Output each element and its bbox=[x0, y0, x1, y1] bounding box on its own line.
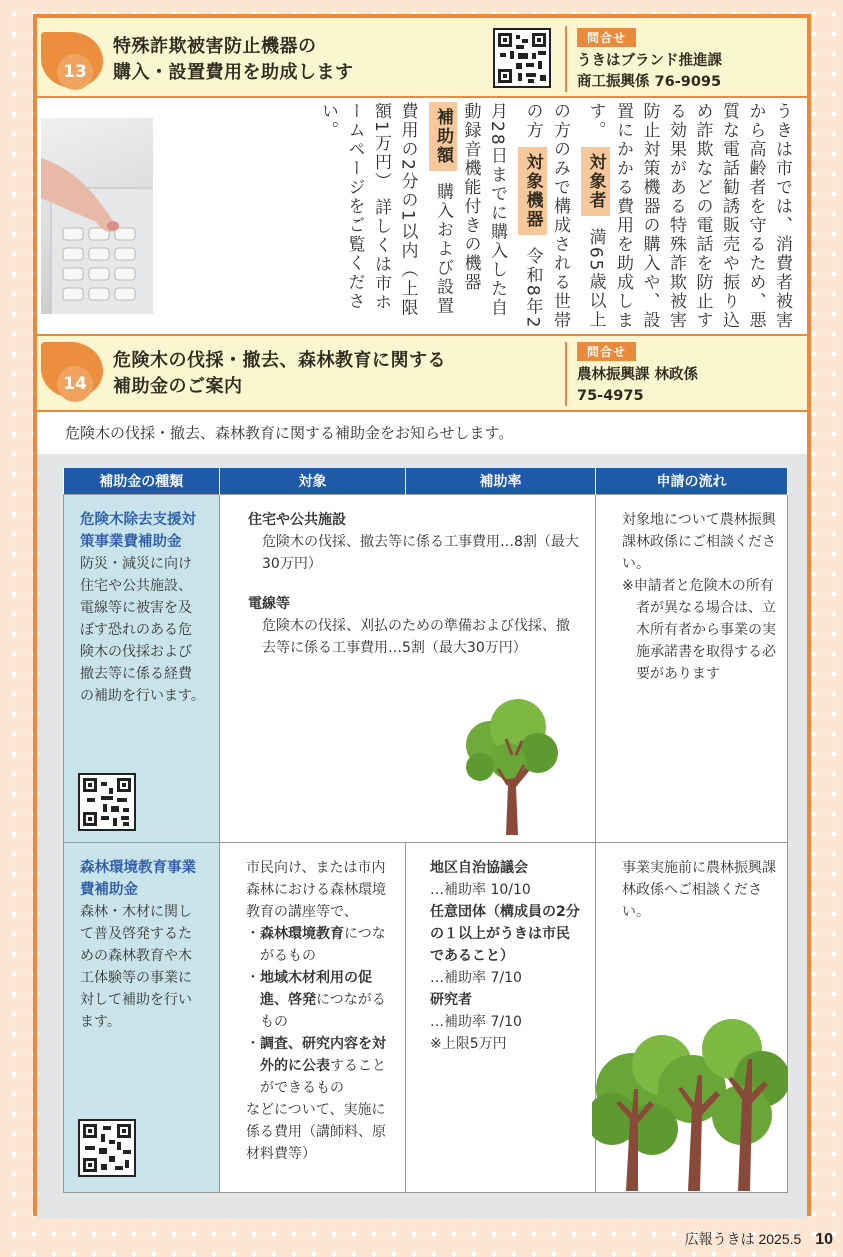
target-text: 満65歳以上の方のみで構成される世帯の方 bbox=[522, 102, 606, 330]
qr-code-icon[interactable] bbox=[493, 28, 551, 88]
section14-title: 危険木の伐採・撤去、森林教育に関する 補助金のご案内 bbox=[113, 350, 446, 397]
row2-rate3-val: …補助率 7/10 bbox=[430, 1013, 522, 1030]
row1-flow: 対象地について農林振興課林政係にご相談ください。 bbox=[622, 511, 776, 572]
row2-rate1-val: …補助率 10/10 bbox=[430, 881, 531, 898]
row2-flow-cell bbox=[596, 842, 788, 1192]
issue-date: 2025.5 bbox=[758, 1231, 802, 1247]
row2-bullet2: ・地域木材利用の促進、啓発につながるもの bbox=[246, 969, 386, 1030]
inquiry-tag: 問合せ bbox=[577, 342, 636, 361]
table-row bbox=[64, 842, 788, 1192]
row1-target1-text: 危険木の伐採、撤去等に係る工事費用…8割（最大30万円） bbox=[262, 533, 579, 572]
row2-type-desc: 森林・木材に関して普及啓発するための森林教育や木工体験等の事業に対して補助を行います。 bbox=[80, 903, 192, 1030]
col-header-target: 対象 bbox=[220, 468, 406, 494]
section13-body bbox=[169, 102, 795, 330]
section13-header bbox=[37, 18, 807, 98]
telephone-photo bbox=[41, 118, 153, 314]
amount-label: 補助額 bbox=[429, 102, 458, 171]
inquiry-divider bbox=[565, 342, 567, 406]
section14-intro: 危険木の伐採・撤去、森林教育に関する補助金をお知らせします。 bbox=[65, 424, 514, 442]
row1-target1-head: 住宅や公共施設 bbox=[248, 511, 346, 528]
tree-illustration bbox=[460, 695, 560, 835]
row1-flow-cell bbox=[596, 494, 788, 842]
row1-flow-note: ※申請者と危険木の所有者が異なる場合は、立木所有者から事業の実施承諾書を取得する必要があります bbox=[622, 577, 776, 682]
row1-target-cell bbox=[220, 494, 596, 842]
publication-name: 広報うきは bbox=[684, 1231, 755, 1247]
row2-rate-note: ※上限5万円 bbox=[430, 1035, 507, 1052]
qr-code-icon[interactable] bbox=[78, 1119, 136, 1177]
target-label: 対象者 bbox=[581, 147, 610, 216]
row2-type-cell bbox=[64, 842, 220, 1192]
row2-bullet3: ・調査、研究内容を対外的に公表することができるもの bbox=[246, 1035, 386, 1096]
section13-intro: うきは市では、消費者被害から高齢者を守るため、悪質な電話勧誘販売や振り込め詐欺などの電話を防止する効果がある特殊詐欺被害防止対策機器の購入や、設置にかかる費用を助成します。 bbox=[585, 102, 792, 330]
section13-inquiry: うきはブランド推進課 商工振興係 76-9095 bbox=[577, 53, 722, 90]
amount-text: 購入および設置費用の2分の1以内（上限額1万円） bbox=[371, 102, 453, 318]
col-header-rate: 補助率 bbox=[406, 468, 596, 494]
closing-text: 詳しくは市ホームページをご覧ください。 bbox=[318, 102, 391, 313]
table-row bbox=[64, 494, 788, 842]
col-header-type: 補助金の種類 bbox=[64, 468, 220, 494]
row2-rate3-head: 研究者 bbox=[430, 991, 472, 1008]
qr-code-icon[interactable] bbox=[78, 773, 136, 831]
row2-rate2-val: …補助率 7/10 bbox=[430, 969, 522, 986]
device-label: 対象機器 bbox=[518, 147, 547, 235]
section14-number: 14 bbox=[57, 366, 93, 402]
section14-inquiry: 農林振興課 林政係 75-4975 bbox=[577, 367, 699, 404]
page-footer bbox=[685, 1229, 833, 1249]
inquiry-tag: 問合せ bbox=[577, 28, 636, 47]
row2-bullet1: ・森林環境教育につながるもの bbox=[246, 925, 386, 964]
section14-header bbox=[37, 334, 807, 412]
page-number: 10 bbox=[815, 1231, 833, 1248]
col-header-flow: 申請の流れ bbox=[596, 468, 788, 494]
row2-target-intro: 市民向け、または市内森林における森林環境教育の講座等で、 bbox=[246, 859, 386, 920]
row1-type-cell bbox=[64, 494, 220, 842]
row2-type-name: 森林環境教育事業費補助金 bbox=[80, 859, 196, 898]
subsidy-table bbox=[63, 468, 788, 1193]
row1-target2-text: 危険木の伐採、刈払のための準備および伐採、撤去等に係る工事費用…5割（最大30万円） bbox=[262, 617, 570, 656]
row2-rate-cell bbox=[406, 842, 596, 1192]
row2-rate1-head: 地区自治協議会 bbox=[430, 859, 528, 876]
row1-type-name: 危険木除去支援対策事業費補助金 bbox=[80, 511, 196, 550]
row1-type-desc: 防災・減災に向け住宅や公共施設、電線等に被害を及ぼす恐れのある危険木の伐採および撤去等に係る経費の補助を行います。 bbox=[80, 555, 205, 704]
row2-rate2-head: 任意団体（構成員の2分の１以上がうきは市民であること） bbox=[430, 903, 580, 964]
section13-number: 13 bbox=[57, 54, 93, 90]
row2-target-outro: などについて、実施に係る費用（講師料、原材料費等） bbox=[246, 1101, 386, 1162]
device-text: 令和8年2月28日までに購入した自動録音機能付きの機器 bbox=[460, 102, 543, 330]
row1-target2-head: 電線等 bbox=[248, 595, 290, 612]
trees-illustration bbox=[592, 1019, 788, 1191]
row2-flow: 事業実施前に農林振興課林政係へご相談ください。 bbox=[622, 859, 776, 920]
row2-target-cell bbox=[220, 842, 406, 1192]
inquiry-divider bbox=[565, 26, 567, 92]
page-frame bbox=[33, 14, 811, 1216]
table-header-row bbox=[64, 468, 788, 494]
section13-title: 特殊詐欺被害防止機器の 購入・設置費用を助成します bbox=[113, 36, 354, 83]
